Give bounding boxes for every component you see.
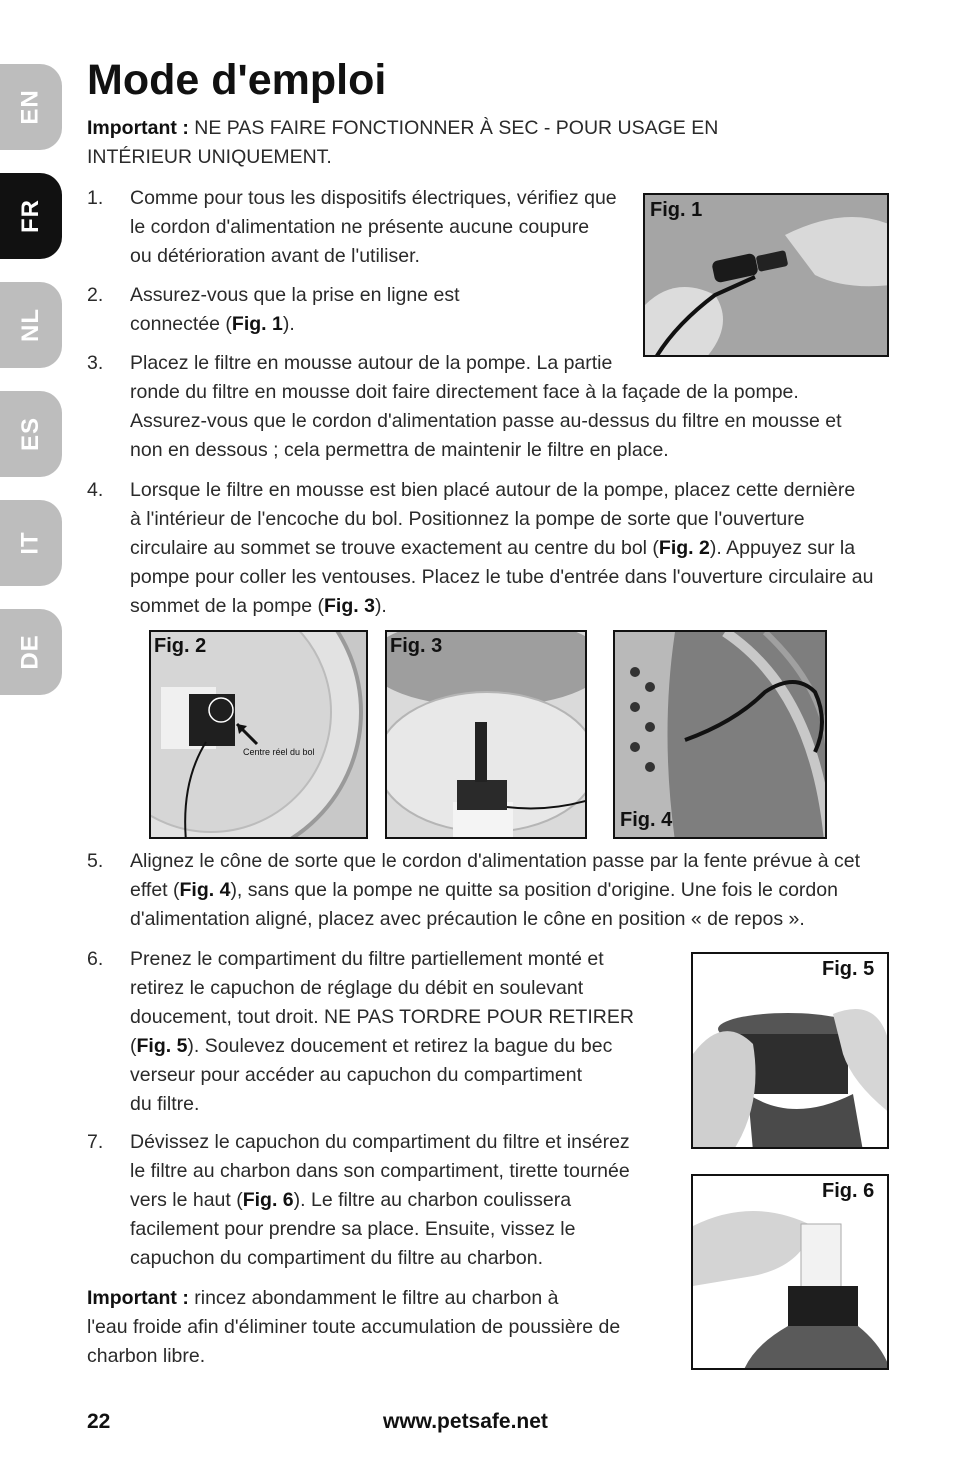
- step-1-text: Comme pour tous les dispositifs électriques, vérifiez que le cordon d'alimentation ne présente aucune coupure ou détérioration avant de l'utiliser.: [130, 187, 617, 267]
- tab-nl[interactable]: NL: [0, 282, 62, 368]
- step-2-text: Assurez-vous que la prise en ligne est connectée (Fig. 1).: [130, 284, 460, 335]
- figure-2-photo: [149, 630, 368, 839]
- figure-label: Fig. 3: [390, 635, 443, 657]
- figure-3-photo: [385, 630, 587, 839]
- important-note-bottom: Important : rincez abondamment le filtre au charbon à l'eau froide afin d'éliminer toute accumulation de poussière de charbon libre.: [87, 1287, 621, 1367]
- step-3-text: Placez le filtre en mousse autour de la pompe. La partie ronde du filtre en mousse doit faire directement face à la façade de la pompe. Assurez-vous que le cordon d'alimentation passe au-dessus du filtre en mousse et non en dessous ; cela permettra de maintenir le filtre en place.: [130, 352, 842, 461]
- step-number: 3.: [87, 352, 104, 374]
- figure-2-caption: Centre réel du bol: [243, 747, 315, 757]
- tab-fr[interactable]: FR: [0, 173, 62, 259]
- step-number: 1.: [87, 187, 104, 209]
- step-number: 4.: [87, 479, 104, 501]
- step-6-text: Prenez le compartiment du filtre partiellement monté et retirez le capuchon de réglage du débit en soulevant doucement, tout droit. NE PAS TORDRE POUR RETIRER (Fig. 5). Soulevez doucement et retirez la bague du bec verseur pour accéder au capuchon du compartiment du filtre.: [130, 948, 634, 1115]
- figure-label: Fig. 6: [822, 1180, 875, 1202]
- figure-label: Fig. 4: [620, 809, 673, 831]
- step-5-text: Alignez le cône de sorte que le cordon d'alimentation passe par la fente prévue à cet effet (Fig. 4), sans que la pompe ne quitte sa position d'origine. Une fois le cordon d'alimentation aligné, placez avec précaution le cône en position « de repos ».: [130, 850, 861, 930]
- page-title: Mode d'emploi: [87, 56, 387, 104]
- step-7-text: Dévissez le capuchon du compartiment du filtre et insérez le filtre au charbon dans son compartiment, tirette tournée vers le haut (Fig. 6). Le filtre au charbon coulissera facilement pour prendre sa place. Ensuite, vissez le capuchon du compartiment du filtre au charbon.: [130, 1131, 630, 1269]
- cone-cord-slot-illustration: [615, 632, 827, 839]
- step-number: 7.: [87, 1131, 104, 1153]
- figure-label: Fig. 2: [154, 635, 207, 657]
- bowl-top-view-illustration: [151, 632, 368, 839]
- step-number: 6.: [87, 948, 104, 970]
- charcoal-filter-insertion-illustration: [693, 1176, 889, 1370]
- important-note-top: Important : NE PAS FAIRE FONCTIONNER À SEC - POUR USAGE EN INTÉRIEUR UNIQUEMENT.: [87, 117, 719, 168]
- tab-es[interactable]: ES: [0, 391, 62, 477]
- figure-5-photo: [691, 952, 889, 1149]
- step-number: 5.: [87, 850, 104, 872]
- website-link[interactable]: www.petsafe.net: [383, 1410, 548, 1433]
- tab-it[interactable]: IT: [0, 500, 62, 586]
- filter-cap-removal-illustration: [693, 954, 889, 1149]
- important-label: Important :: [87, 1287, 189, 1309]
- page-number: 22: [87, 1410, 111, 1433]
- tab-en[interactable]: EN: [0, 64, 62, 150]
- figure-6-photo: [691, 1174, 889, 1370]
- figure-label: Fig. 1: [650, 199, 703, 221]
- tab-de[interactable]: DE: [0, 609, 62, 695]
- important-label: Important :: [87, 117, 189, 139]
- figure-label: Fig. 5: [822, 958, 875, 980]
- step-number: 2.: [87, 284, 104, 306]
- pump-with-tube-illustration: [387, 632, 587, 839]
- figure-4-photo: [613, 630, 827, 839]
- step-4-text: Lorsque le filtre en mousse est bien placé autour de la pompe, placez cette dernière à l'intérieur de l'encoche du bol. Positionnez la pompe de sorte que l'ouverture circulaire au sommet se trouve exactement au centre du bol (Fig. 2). Appuyez sur la pompe pour coller les ventouses. Placez le tube d'entrée dans l'ouverture circulaire au sommet de la pompe (Fig. 3).: [130, 479, 874, 617]
- figure-1-photo: [643, 193, 889, 357]
